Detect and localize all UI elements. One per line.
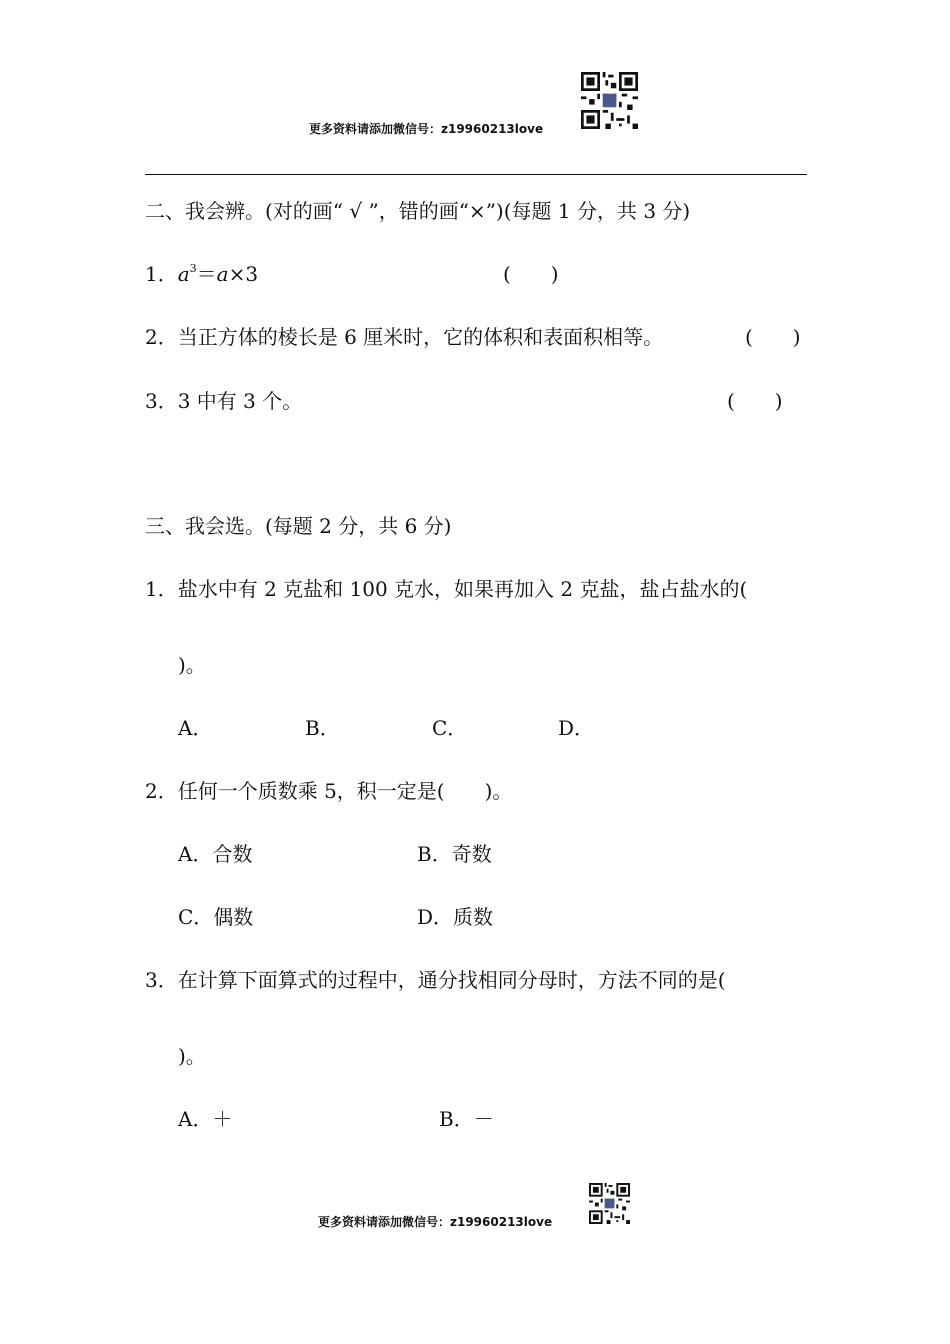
s2-q1-var-a: a [177, 262, 190, 286]
s2-q1-rest: ×3 [228, 262, 259, 286]
s3-q1-option-d[interactable]: D． [558, 716, 595, 740]
s3-q2-option-c[interactable]: C．偶数 [178, 905, 254, 929]
s2-q3-answer-blank[interactable]: ( ) [727, 389, 783, 413]
s2-q1-answer-blank[interactable]: ( ) [503, 262, 559, 286]
s3-q1-option-b[interactable]: B． [305, 716, 340, 740]
s3-q1-cont: )。 [178, 653, 206, 677]
s3-q2-option-d[interactable]: D．质数 [417, 905, 494, 929]
s3-q2: 2．任何一个质数乘 5，积一定是( )。 [145, 779, 513, 803]
s3-q1-option-c[interactable]: C． [432, 716, 468, 740]
s2-q1-exponent: 3 [189, 262, 197, 275]
s3-q3: 3．在计算下面算式的过程中，通分找相同分母时，方法不同的是( [145, 968, 726, 992]
qr-code-icon [581, 72, 638, 129]
header-divider [145, 174, 807, 175]
s2-q3: 3．3 中有 3 个。 [145, 389, 303, 413]
s3-q1: 1．盐水中有 2 克盐和 100 克水，如果再加入 2 克盐，盐占盐水的( [145, 577, 748, 601]
s2-q2: 2．当正方体的棱长是 6 厘米时，它的体积和表面积相等。 [145, 325, 664, 349]
s2-q1-var-a2: a [216, 262, 229, 286]
s3-q1-option-a[interactable]: A． [178, 716, 213, 740]
s3-q3-option-a[interactable]: A．＋ [178, 1107, 233, 1131]
section3-title: 三、我会选。(每题 2 分，共 6 分) [145, 514, 452, 538]
s2-q2-answer-blank[interactable]: ( ) [745, 325, 801, 349]
qr-code-icon [589, 1183, 630, 1224]
footer-promo-text: 更多资料请添加微信号：z19960213love [318, 1215, 553, 1229]
header-promo-text: 更多资料请添加微信号：z19960213love [309, 122, 544, 136]
s3-q3-cont: )。 [178, 1044, 206, 1068]
s3-q2-option-a[interactable]: A．合数 [178, 842, 253, 866]
section2-title: 二、我会辨。(对的画“ √ ”，错的画“×”)(每题 1 分，共 3 分) [145, 199, 691, 223]
s2-q1-eq: ＝ [196, 262, 217, 286]
s2-q1 [145, 262, 258, 286]
s3-q3-option-b[interactable]: B．－ [439, 1107, 494, 1131]
s2-q1-num: 1． [145, 262, 178, 286]
s3-q2-option-b[interactable]: B．奇数 [417, 842, 492, 866]
